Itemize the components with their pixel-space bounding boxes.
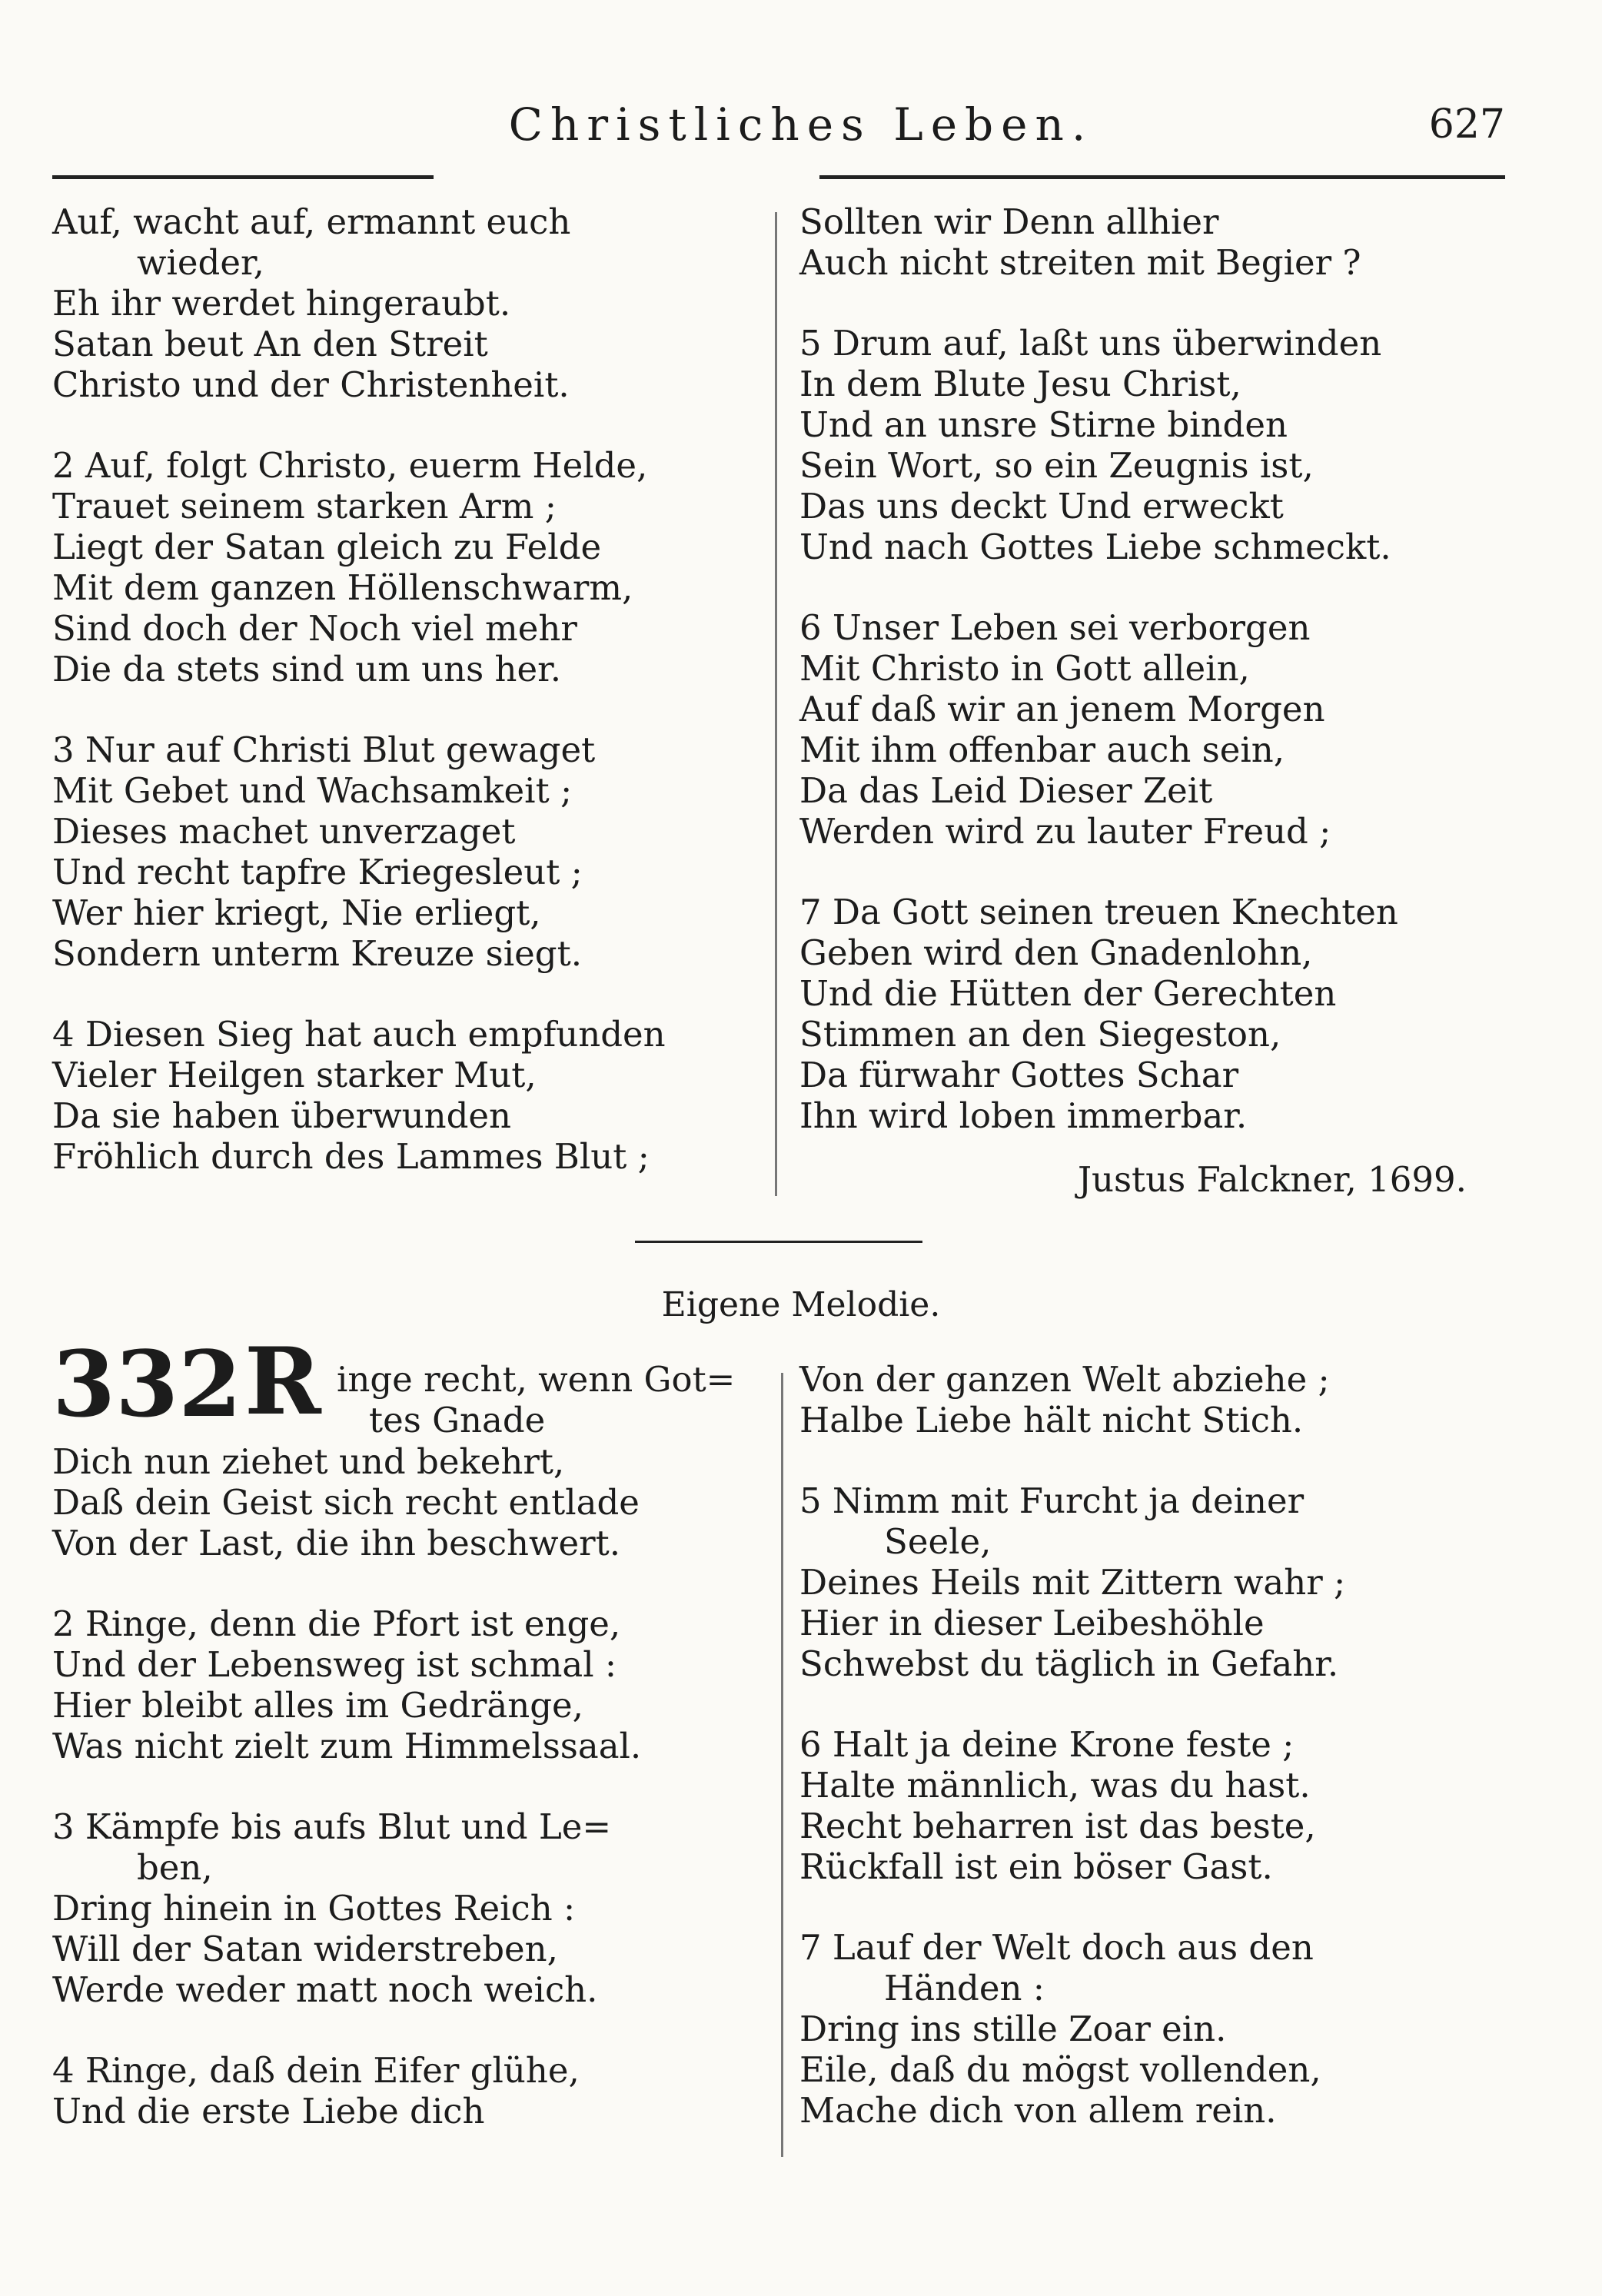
verse-line: 2 Ringe, denn die Pfort ist enge, [52,1603,621,1644]
verse-line: 4 Ringe, daß dein Eifer glühe, [52,2050,580,2091]
stanza-gap [799,283,1522,323]
verse-line: 2 Auf, folgt Christo, euerm Helde, [52,445,648,486]
verse-line: Rückfall ist ein böser Gast. [799,1846,1273,1887]
verse-line: Hier bleibt alles im Gedränge, [52,1685,583,1726]
verse-line: Sollten wir Denn allhier [799,201,1219,242]
verse-line: Und die erste Liebe dich [52,2091,485,2132]
stanza-gap [799,1440,1522,1480]
verse-line: Seele, [884,1521,992,1562]
stanza-gap [799,567,1522,607]
verse-line: Und der Lebensweg ist schmal : [52,1644,617,1685]
verse-line: Das uns deckt Und erweckt [799,486,1284,527]
verse-line: Sind doch der Noch viel mehr [52,608,577,649]
verse-line: 5 Drum auf, laßt uns überwinden [799,323,1382,364]
verse-line: 6 Halt ja deine Krone feste ; [799,1724,1295,1765]
verse-line: In dem Blute Jesu Christ, [799,364,1241,404]
stanza-gap [799,1887,1522,1927]
hymn-331-right-column [799,201,1522,1136]
verse-line: Eh ihr werdet hingeraubt. [52,283,511,324]
verse-line: Mit dem ganzen Höllenschwarm, [52,567,633,608]
verse-line: Mit Christo in Gott allein, [799,648,1250,689]
melody-note: Eigene Melodie. [661,1285,941,1324]
verse-line: Dring ins stille Zoar ein. [799,2009,1227,2049]
verse-line: Dring hinein in Gottes Reich : [52,1888,576,1929]
verse-line: Trauet seinem starken Arm ; [52,486,557,527]
drop-cap: R [244,1327,321,1436]
verse-line: 7 Lauf der Welt doch aus den [799,1927,1314,1968]
verse-line: Eile, daß du mögst vollenden, [799,2049,1321,2090]
verse-line: 4 Diesen Sieg hat auch empfunden [52,1014,666,1055]
verse-line: Vieler Heilgen starker Mut, [52,1055,537,1095]
verse-line: Und die Hütten der Gerechten [799,973,1337,1014]
stanza-gap [52,2010,767,2050]
column-divider-top [775,212,777,1196]
verse-line: Deines Heils mit Zittern wahr ; [799,1562,1346,1603]
verse-line: Und recht tapfre Kriegesleut ; [52,852,583,892]
stanza-gap [799,1684,1522,1724]
header-rule-right [819,175,1505,179]
verse-line: Dich nun ziehet und bekehrt, [52,1441,565,1482]
verse-line: Satan beut An den Streit [52,324,488,364]
verse-line: Wer hier kriegt, Nie erliegt, [52,892,541,933]
verse-line: Händen : [884,1968,1045,2009]
hymn-332-right-column [799,1359,1522,2131]
verse-line: 7 Da Gott seinen treuen Knechten [799,892,1398,932]
verse-line: 5 Nimm mit Furcht ja deiner [799,1480,1305,1521]
verse-line: 3 Kämpfe bis aufs Blut und Le= [52,1806,612,1847]
hymn-second-line: tes Gnade [369,1400,546,1440]
verse-line: Da das Leid Dieser Zeit [799,770,1213,811]
stanza-gap [52,1766,767,1806]
column-divider-bottom [781,1373,783,2157]
section-separator [635,1241,922,1243]
verse-line: Christo und der Christenheit. [52,364,570,405]
verse-line: Mit Gebet und Wachsamkeit ; [52,770,573,811]
header-rule-left [52,175,434,179]
verse-line: Werde weder matt noch weich. [52,1969,598,2010]
verse-line: Sein Wort, so ein Zeugnis ist, [799,445,1314,486]
verse-line: Recht beharren ist das beste, [799,1806,1316,1846]
stanza-gap [52,689,759,729]
verse-line: Und an unsre Stirne binden [799,404,1288,445]
verse-line: Sondern unterm Kreuze siegt. [52,933,582,974]
running-head: Christliches Leben. [508,98,1094,151]
verse-line: Von der Last, die ihn beschwert. [52,1523,621,1563]
author-credit: Justus Falckner, 1699. [1077,1159,1467,1200]
page-number: 627 [1428,101,1505,148]
verse-line: Auch nicht streiten mit Begier ? [799,242,1361,283]
stanza-gap [52,1563,767,1603]
verse-line: Mache dich von allem rein. [799,2090,1277,2131]
verse-line: Auf daß wir an jenem Morgen [799,689,1325,729]
verse-line: Hier in dieser Leibeshöhle [799,1603,1265,1643]
verse-line: Die da stets sind um uns her. [52,649,562,689]
stanza-gap [799,852,1522,892]
verse-line: Fröhlich durch des Lammes Blut ; [52,1136,650,1177]
hymn-first-line: inge recht, wenn Got= [337,1359,736,1400]
verse-line: Auf, wacht auf, ermannt euch [52,201,571,242]
verse-line: Da fürwahr Gottes Schar [799,1055,1239,1095]
hymn-332-left-column [52,1441,767,2132]
stanza-gap [52,405,759,445]
verse-line: Werden wird zu lauter Freud ; [799,811,1331,852]
stanza-gap [52,974,759,1014]
verse-line: Schwebst du täglich in Gefahr. [799,1643,1339,1684]
verse-line: Was nicht zielt zum Himmelssaal. [52,1726,642,1766]
verse-line: Da sie haben überwunden [52,1095,511,1136]
verse-line: wieder, [137,242,264,283]
verse-line: Geben wird den Gnadenlohn, [799,932,1313,973]
verse-line: Halbe Liebe hält nicht Stich. [799,1400,1304,1440]
verse-line: Von der ganzen Welt abziehe ; [799,1359,1330,1400]
verse-line: 3 Nur auf Christi Blut gewaget [52,729,596,770]
verse-line: Dieses machet unverzaget [52,811,516,852]
verse-line: Will der Satan widerstreben, [52,1929,558,1969]
verse-line: Ihn wird loben immerbar. [799,1095,1248,1136]
hymn-331-left-column [52,201,759,1177]
hymn-number: 332 [52,1331,242,1437]
verse-line: Liegt der Satan gleich zu Felde [52,527,602,567]
verse-line: ben, [137,1847,213,1888]
verse-line: Stimmen an den Siegeston, [799,1014,1281,1055]
verse-line: 6 Unser Leben sei verborgen [799,607,1311,648]
verse-line: Und nach Gottes Liebe schmeckt. [799,527,1391,567]
verse-line: Mit ihm offenbar auch sein, [799,729,1285,770]
verse-line: Daß dein Geist sich recht entlade [52,1482,640,1523]
verse-line: Halte männlich, was du hast. [799,1765,1311,1806]
